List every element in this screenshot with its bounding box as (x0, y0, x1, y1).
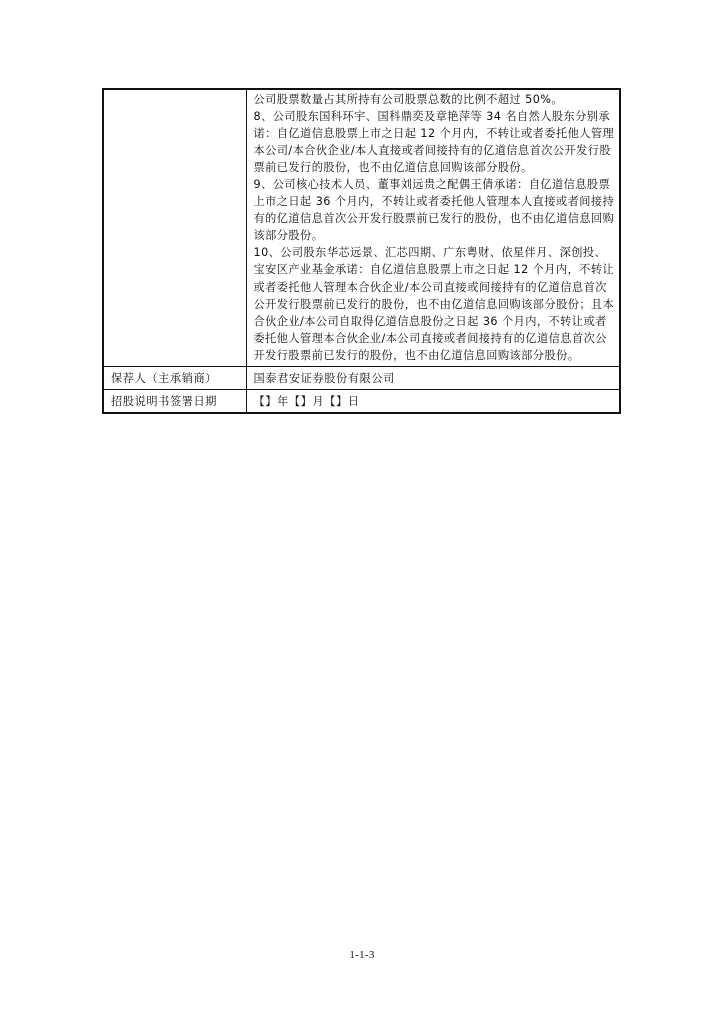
sponsor-value: 国泰君安证券股份有限公司 (246, 366, 620, 389)
sponsor-label: 保荐人（主承销商） (103, 366, 246, 389)
commitments-cell (246, 89, 620, 366)
commitment-paragraph: 10、公司股东华芯远景、汇芯四期、广东粤财、依星伴月、深创投、宝安区产业基金承诺：自亿道信息股票上市之日起 12 个月内，不转让或者委托他人管理本合伙企业/本公司直接或间接持有的亿道信息首次公开发行股票前已发行的股份，也不由亿道信息回购该部分股份；且本合伙企业/本公司自取得亿道信息股份之日起 36 个月内，不转让或者委托他人管理本合伙企业/本公司直接或者间接持有的亿道信息首次公开发行股票前已发行的股份，也不由亿道信息回购该部分股份。 (253, 246, 615, 362)
signing-date-label: 招股说明书签署日期 (103, 389, 246, 413)
commitment-paragraph: 8、公司股东国科环宇、国科鼎奕及章艳萍等 34 名自然人股东分别承诺：自亿道信息股票上市之日起 12 个月内，不转让或者委托他人管理本公司/本合伙企业/本人直接或者间接持有的亿道信息首次公开发行股票前已发行的股份，也不由亿道信息回购该部分股份。 (253, 110, 615, 175)
signing-date-value: 【】年【】月【】日 (246, 389, 620, 413)
commitment-paragraph: 9、公司核心技术人员、董事刘远贵之配偶王倩承诺：自亿道信息股票上市之日起 36 个月内，不转让或者委托他人管理本人直接或者间接持有的亿道信息首次公开发行股票前已发行的股份，也不由亿道信息回购该部分股份。 (253, 178, 615, 243)
commitments-label-cell (103, 89, 246, 366)
page-number: 1-1-3 (349, 949, 375, 961)
sponsor-row (103, 366, 620, 389)
prospectus-info-table (102, 88, 621, 414)
signing-date-row (103, 389, 620, 413)
commitment-paragraph: 公司股票数量占其所持有公司股票总数的比例不超过 50%。 (253, 93, 564, 106)
commitments-row (103, 89, 620, 366)
